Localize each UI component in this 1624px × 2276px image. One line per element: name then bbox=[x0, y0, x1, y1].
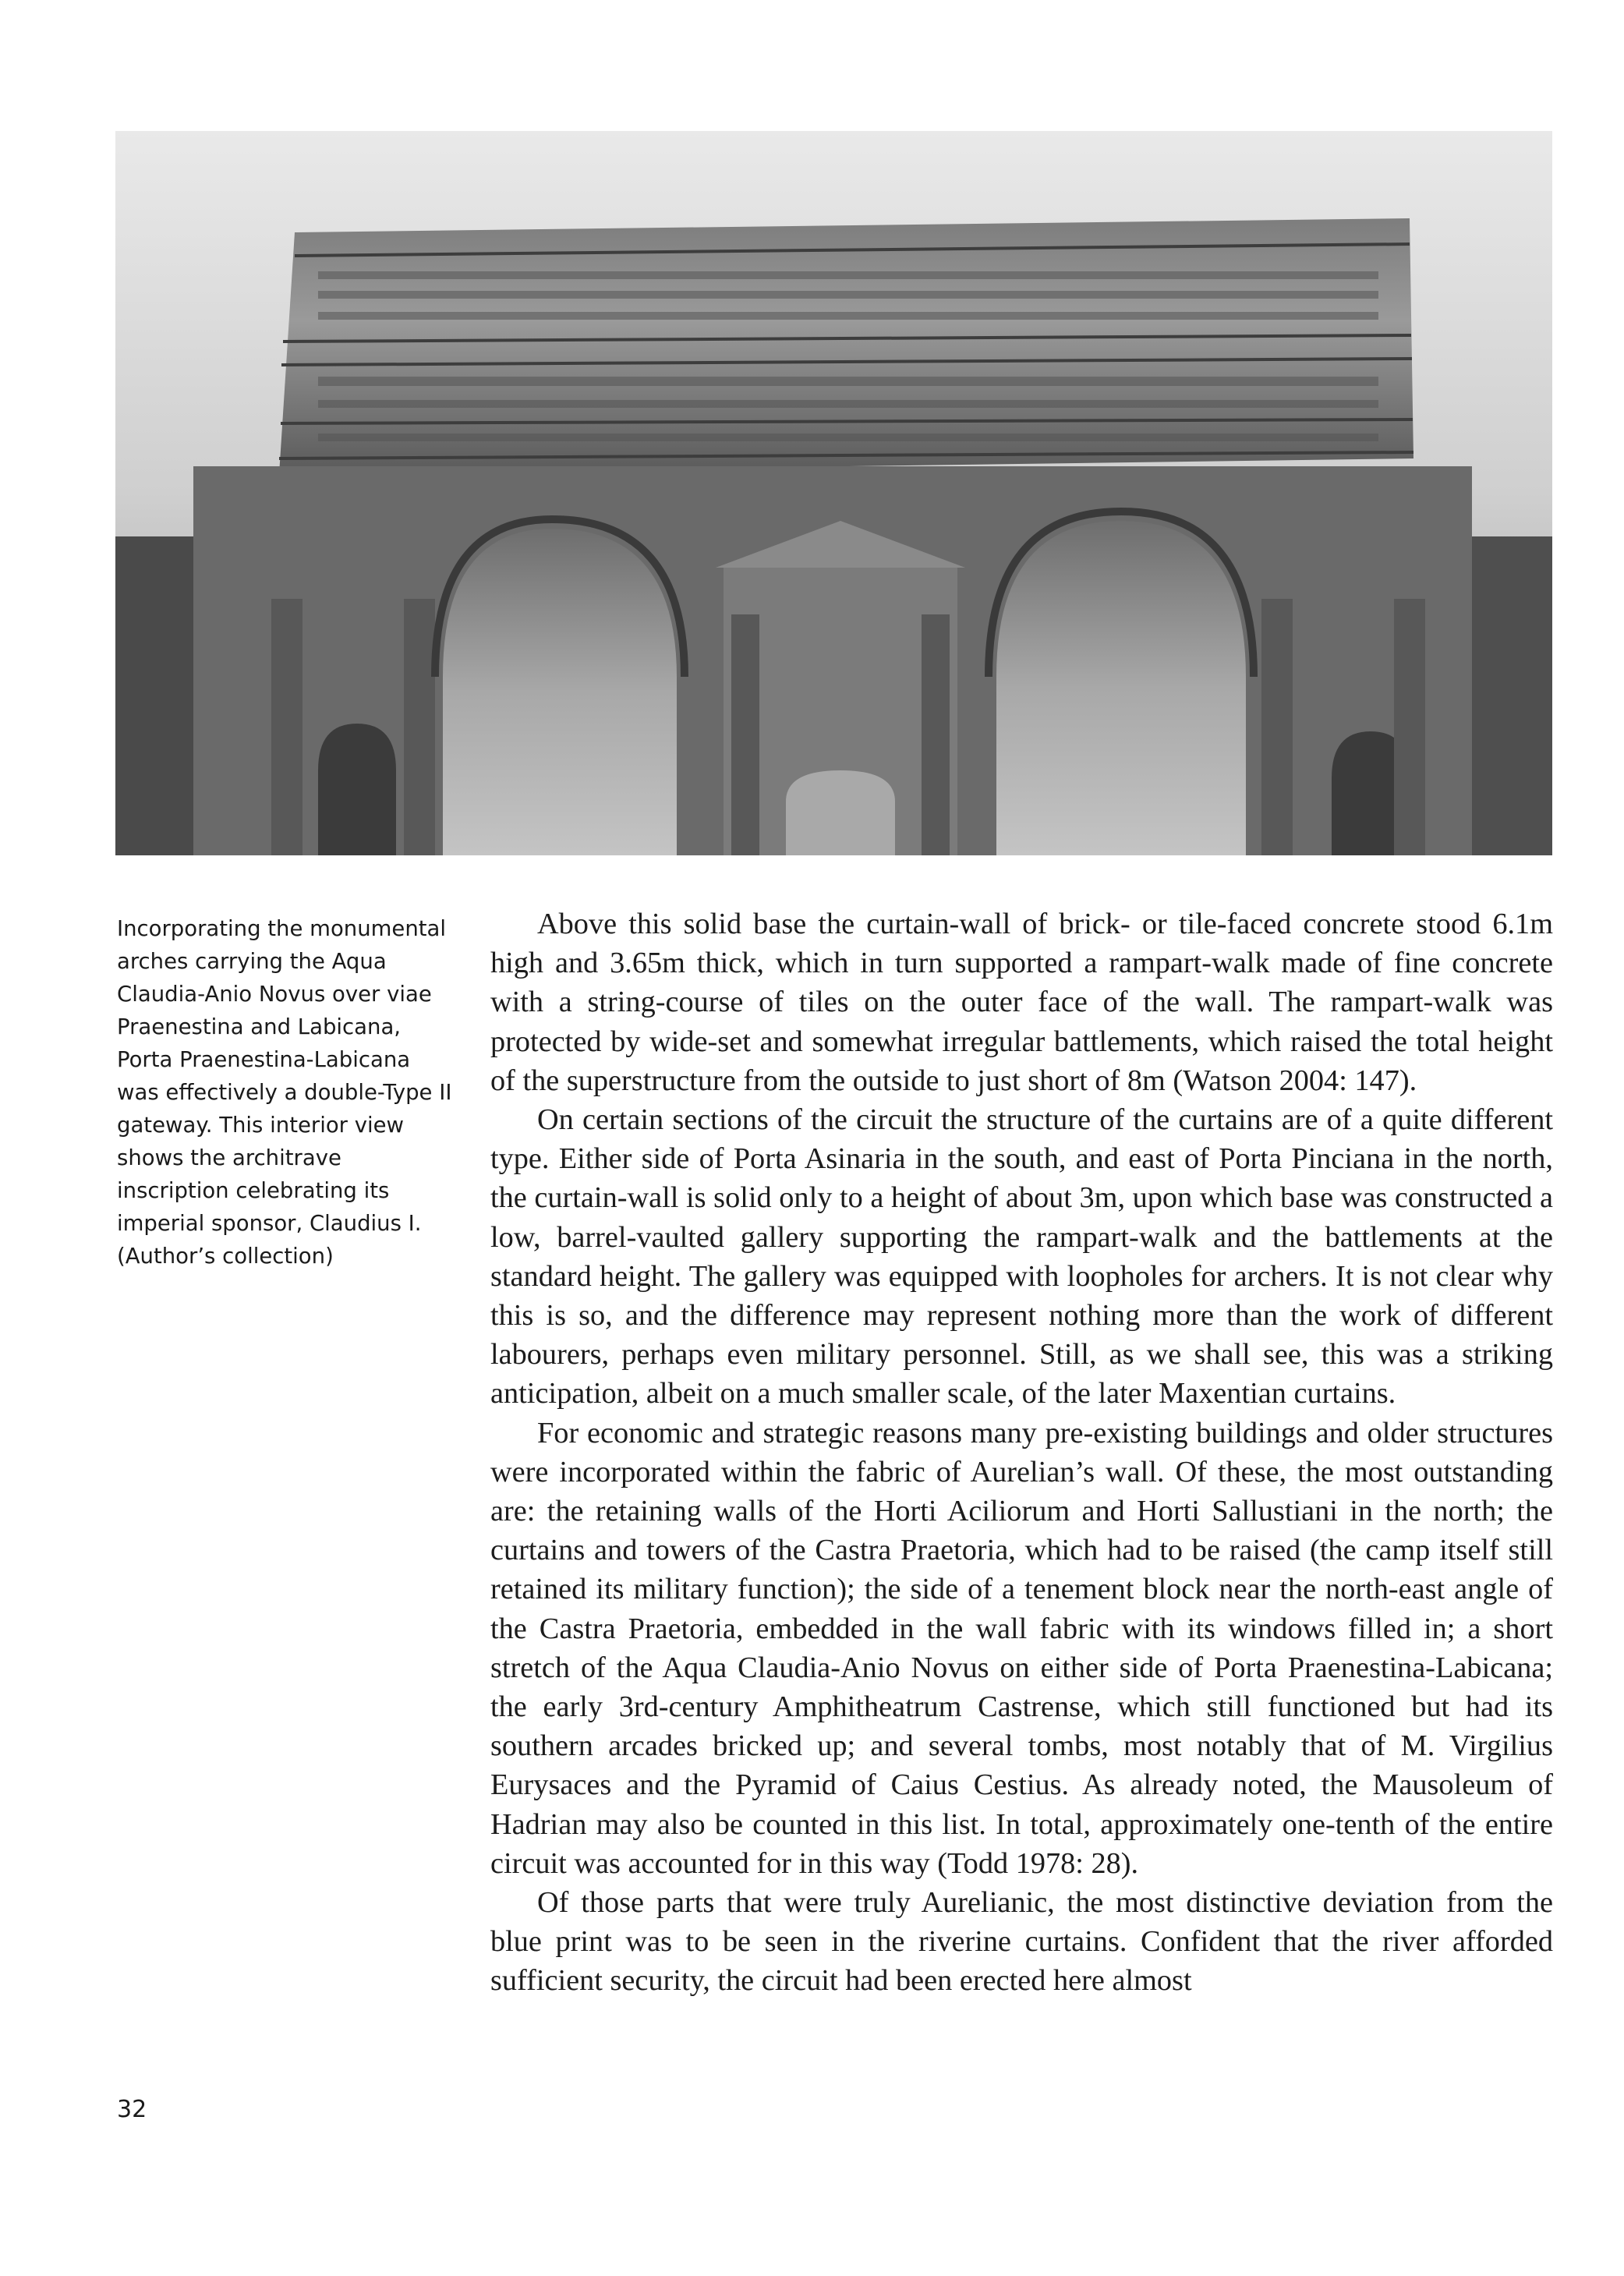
paragraph-1: Above this solid base the curtain-wall of brick- or tile-faced concrete stood 6.1m high and 3.65m thick, which in turn supported a rampart-walk made of fine concrete with a string-course of tiles on the outer face of the wall. The rampart-walk was protected by wide-set and somewhat irregular battlements, which raised the total height of the superstructure from the outside to just short of 8m (Watson 2004: 147). bbox=[490, 908, 1553, 1097]
page-number: 32 bbox=[117, 2096, 147, 2123]
porta-praenestina-illustration bbox=[115, 131, 1552, 855]
gate-photograph bbox=[115, 131, 1552, 855]
body-text bbox=[490, 904, 1553, 2001]
paragraph-2: On certain sections of the circuit the structure of the curtains are of a quite different type. Either side of Porta Asinaria in the south, and east of Porta Pinciana in the north, the curtain-wall is solid only to a height of about 3m, upon which base was constructed a low, barrel-vaulted gallery supporting the rampart-walk and the battlements at the standard height. The gallery was equipped with loopholes for archers. It is not clear why this is so, and the difference may represent nothing more than the work of different labourers, perhaps even military personnel. Still, as we shall see, this was a striking anticipation, albeit on a much smaller scale, of the later Maxentian curtains. bbox=[490, 1103, 1553, 1411]
caption-text: Incorporating the monumental arches carrying the Aqua Claudia-Anio Novus over viae Praenestina and Labicana, Porta Praenestina-Labicana was effectively a double-Type II gateway. This interior view shows the architrave inscription celebrating its imperial sponsor, Claudius I. (Author’s collection) bbox=[117, 916, 452, 1269]
paragraph-4: Of those parts that were truly Aurelianic, the most distinctive deviation from the blue print was to be seen in the riverine curtains. Confident that the river afforded sufficient security, the circuit had been erected here almost bbox=[490, 1886, 1553, 1998]
paragraph-3: For economic and strategic reasons many pre-existing buildings and older structures were incorporated within the fabric of Aurelian’s wall. Of these, the most outstanding are: the retaining walls of the Horti Aciliorum and Horti Sallustiani in the north; the curtains and towers of the Castra Praetoria, which had to be raised (the camp itself still retained its military function); the side of a tenement block near the north-east angle of the Castra Praetoria, embedded in the wall fabric with its windows filled in; a short stretch of the Aqua Claudia-Anio Novus on either side of Porta Praenestina-Labicana; the early 3rd-century Amphitheatrum Castrense, which still functioned but had its southern arcades bricked up; and several tombs, most notably that of M. Virgilius Eurysaces and the Pyramid of Caius Cestius. As already noted, the Mausoleum of Hadrian may also be counted in this list. In total, approximately one-tenth of the entire circuit was accounted for in this way (Todd 1978: 28). bbox=[490, 1416, 1553, 1880]
figure-caption bbox=[117, 912, 452, 1273]
